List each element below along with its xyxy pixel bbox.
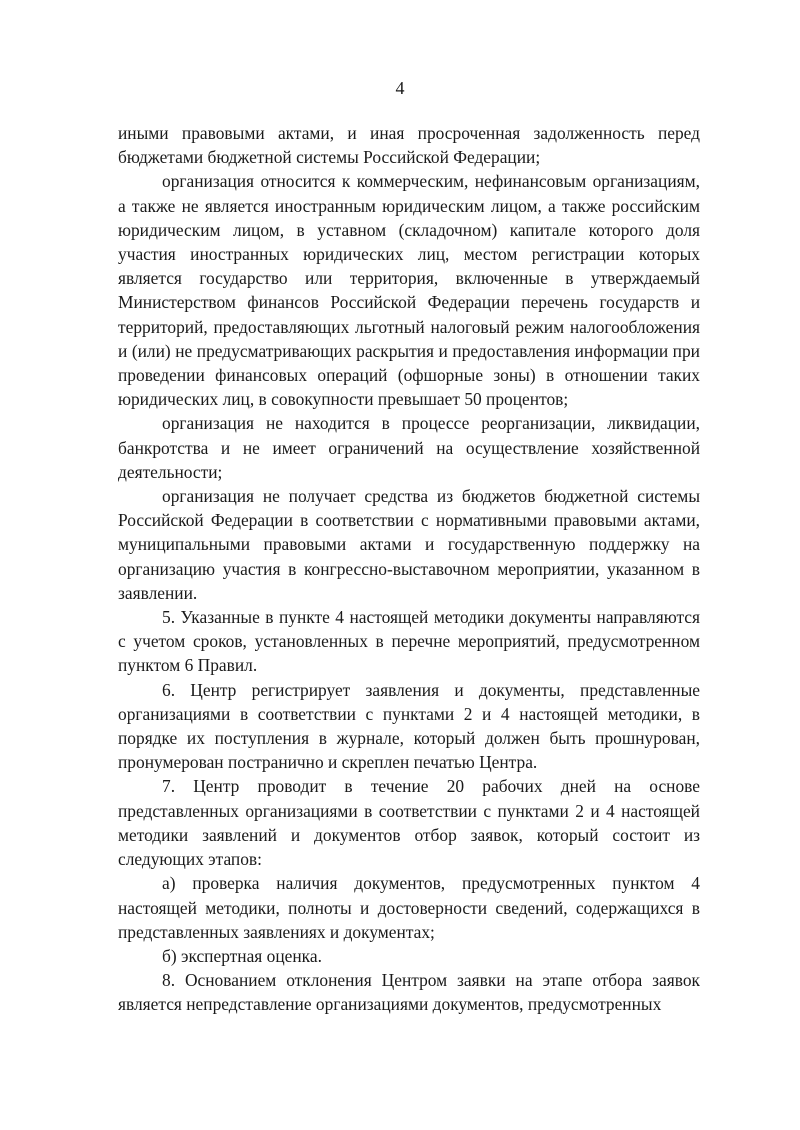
paragraph: организация не находится в процессе реорганизации, ликвидации, банкротства и не имеет ограничений на осуществление хозяйственной деятельности; <box>118 413 700 482</box>
paragraph: 5. Указанные в пункте 4 настоящей методики документы направляются с учетом сроков, установленных в перечне мероприятий, предусмотренном пунктом 6 Правил. <box>118 607 700 676</box>
paragraph: организация относится к коммерческим, нефинансовым организациям, а также не является иностранным юридическим лицом, а также российским юридическим лицом, в уставном (складочном) капитале которого доля участия иностранных юридических лиц, местом регистрации которых является государство или территория, включенные в утверждаемый Министерством финансов Российской Федерации перечень государств и территорий, предоставляющих льготный налоговый режим налогообложения и (или) не предусматривающих раскрытия и предоставления информации при проведении финансовых операций (офшорные зоны) в отношении таких юридических лиц, в совокупности превышает 50 процентов; <box>118 171 700 410</box>
paragraph: 8. Основанием отклонения Центром заявки на этапе отбора заявок является непредставление организациями документов, предусмотренных <box>118 970 700 1015</box>
document-body <box>118 121 700 1017</box>
paragraph: а) проверка наличия документов, предусмотренных пунктом 4 настоящей методики, полноты и достоверности сведений, содержащихся в представленных заявлениях и документах; <box>118 873 700 942</box>
paragraph: 7. Центр проводит в течение 20 рабочих дней на основе представленных организациями в соответствии с пунктами 2 и 4 настоящей методики заявлений и документов отбор заявок, который состоит из следующих этапов: <box>118 776 700 870</box>
paragraph: 6. Центр регистрирует заявления и документы, представленные организациями в соответствии с пунктами 2 и 4 настоящей методики, в порядке их поступления в журнале, который должен быть прошнурован, пронумерован постранично и скреплен печатью Центра. <box>118 679 700 773</box>
paragraph: иными правовыми актами, и иная просроченная задолженность перед бюджетами бюджетной системы Российской Федерации; <box>118 123 700 168</box>
page-number: 4 <box>395 78 405 98</box>
paragraph: б) экспертная оценка. <box>162 945 322 966</box>
paragraph: организация не получает средства из бюджетов бюджетной системы Российской Федерации в соответствии с нормативными правовыми актами, муниципальными правовыми актами и государственную поддержку на организацию участия в конгрессно-выставочном мероприятии, указанном в заявлении. <box>118 486 700 603</box>
